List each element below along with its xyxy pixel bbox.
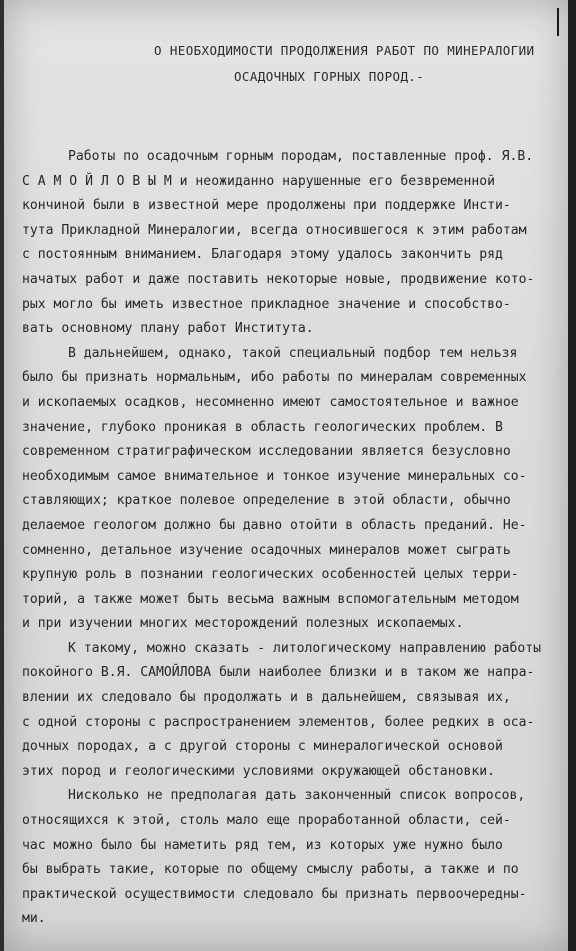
text-line: с постоянным вниманием. Благодаря этому удалось закончить ряд [22,247,503,263]
text-line: В дальнейшем, однако, такой специальный подбор тем нельзя [68,345,518,361]
text-line: Работы по осадочным горным породам, поставленные проф. Я.В. [68,149,534,164]
text-line: рых могло бы иметь известное прикладное значение и способство- [22,296,511,312]
text-line: ставляющих; краткое полевое определение в этой области, обычно [22,493,511,509]
title-line-2: ОСАДОЧНЫХ ГОРНЫХ ПОРОД.- [234,69,425,84]
text-line: и при изучении многих месторождений полезных ископаемых. [22,616,464,632]
text-line: делаемое геологом должно бы давно отойти в область преданий. Не- [22,517,527,533]
scan-edge [568,0,576,951]
text-line: час можно было бы наметить ряд тем, из которых уже нужно было [22,837,503,853]
text-line: бы выбрать такие, которые по общему смыслу работы, а также и по [22,862,519,878]
text-line: начатых работ и даже поставить некоторые новые, продвижение кото- [22,271,535,287]
text-line: крупную роль в познании геологических особенностей целых терри- [22,567,519,583]
text-line: сомненно, детальное изучение осадочных минералов может сыграть [22,542,511,558]
document-page [4,0,568,951]
title-line-1: О НЕОБХОДИМОСТИ ПРОДОЛЖЕНИЯ РАБОТ ПО МИНЕРАЛОГИИ [154,43,535,58]
text-line: кончиной были в известной мере продолжены при поддержке Инсти- [22,198,511,214]
text-line: тута Прикладной Минералогии, всегда относившегося к этим работам [22,222,527,238]
text-line: С А М О Й Л О В Ы М и неожиданно нарушенные его безвременной [22,173,495,189]
text-line: торий, а также может быть весьма важным вспомогательным методом [22,591,519,607]
text-line: дочных породах, а с другой стороны с минералогической основой [22,739,503,755]
document-body [22,145,562,932]
text-line: относящихся к этой, столь мало еще проработанной области, сей- [22,813,511,829]
text-line: значение, глубоко проникая в область геологических проблем. В [22,419,503,435]
text-line: практической осуществимости следовало бы признать первоочередны- [22,886,527,902]
text-line: покойного В.Я. САМОЙЛОВА были наиболее близки и в таком же напра- [22,665,535,681]
text-line: современном стратиграфическом исследовании является безусловно [22,444,511,460]
text-line: необходимым самое внимательное и тонкое изучение минеральных со- [22,468,527,484]
margin-mark [557,8,559,36]
text-line: и ископаемых осадков, несомненно имеют самостоятельное и важное [22,394,519,410]
text-line: с одной стороны с распространением элементов, более редких в оса- [22,714,535,730]
text-line: было бы признать нормальным, ибо работы по минералам современных [22,370,527,386]
text-line: этих пород и геологическими условиями окружающей обстановки. [22,763,495,779]
text-line: ми. [22,911,46,927]
text-line: влении их следовало бы продолжать и в дальнейшем, связывая их, [22,690,511,706]
text-line: вать основному плану работ Института. [22,321,314,337]
text-line: Нисколько не предполагая дать законченный список вопросов, [68,788,526,804]
text-line: К такому, можно сказать - литологическому направлению работы [68,640,541,656]
document-title [154,38,564,90]
